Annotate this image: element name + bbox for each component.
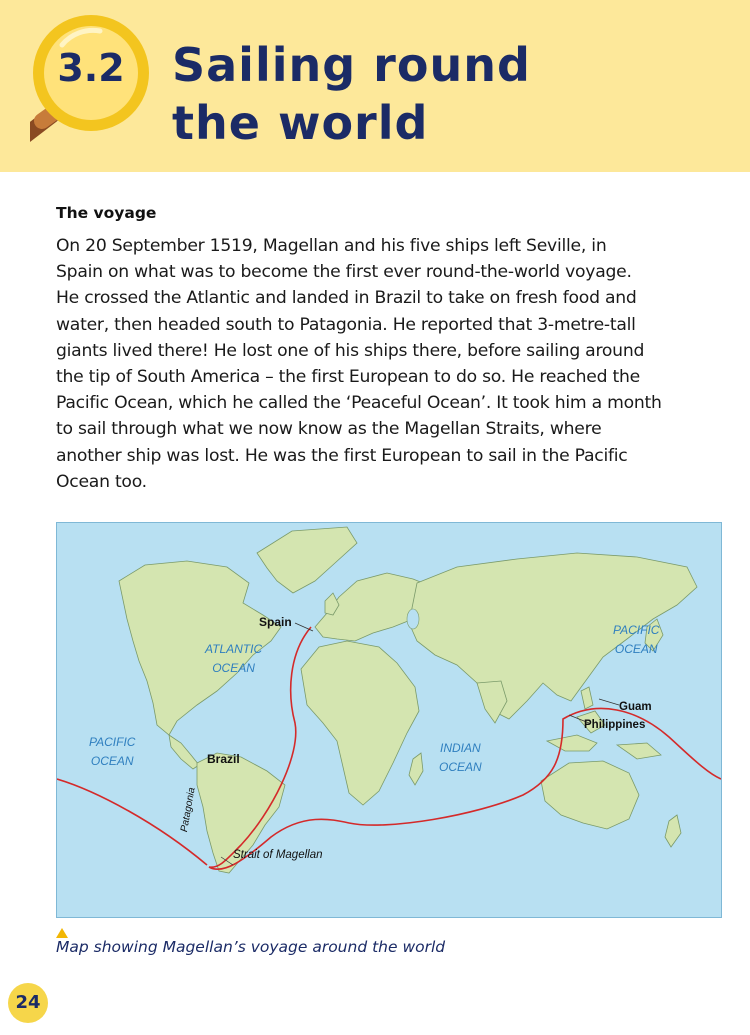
land-africa [301,641,419,805]
label-pacific-ocean-east: PACIFIC OCEAN [613,623,660,656]
body-line: to sail through what we now know as the Magellan Straits, where [56,419,602,440]
page-number: 24 [8,983,48,1023]
land-australia [541,761,639,829]
land-indonesia [547,735,597,751]
section-number: 3.2 [57,46,125,90]
land-central-america [169,735,199,769]
guam-pointer [599,699,619,705]
body-line: Pacific Ocean, which he called the ‘Peaceful Ocean’. It took him a month [56,393,662,414]
section-subheading: The voyage [56,204,157,222]
body-paragraph [56,233,728,495]
label-brazil: Brazil [207,752,240,766]
caption-triangle-icon [56,928,68,938]
world-map [56,522,722,918]
land-greenland [257,527,357,593]
label-patagonia: Patagonia [179,786,198,833]
title-line-2: the world [172,96,429,150]
page-title [172,36,531,152]
body-line: the tip of South America – the first European to do so. He reached the [56,367,640,388]
land-madagascar [409,753,423,785]
label-spain: Spain [259,615,292,629]
label-guam: Guam [619,701,652,713]
land-philippines [581,687,593,709]
body-line: He crossed the Atlantic and landed in Brazil to take on fresh food and [56,288,637,309]
chapter-header [0,0,750,172]
title-line-1: Sailing round [172,38,531,92]
caspian-sea [407,609,419,629]
label-atlantic-ocean: ATLANTIC OCEAN [205,642,263,675]
label-strait-of-magellan: Strait of Magellan [233,849,323,861]
body-line: water, then headed south to Patagonia. He reported that 3-metre-tall [56,314,636,335]
label-pacific-ocean-west: PACIFIC OCEAN [89,735,136,768]
body-line: another ship was lost. He was the first European to sail in the Pacific [56,445,628,466]
map-caption: Map showing Magellan’s voyage around the world [56,938,446,956]
label-philippines: Philippines [584,719,646,731]
land-new-guinea [617,743,661,759]
label-indian-ocean: INDIAN OCEAN [439,741,482,774]
body-line: Spain on what was to become the first ever round-the-world voyage. [56,262,632,283]
land-new-zealand [665,815,681,847]
body-line: On 20 September 1519, Magellan and his five ships left Seville, in [56,236,607,256]
body-line: giants lived there! He lost one of his ships there, before sailing around [56,340,645,361]
land-india [477,681,507,723]
body-line: Ocean too. [56,471,147,492]
